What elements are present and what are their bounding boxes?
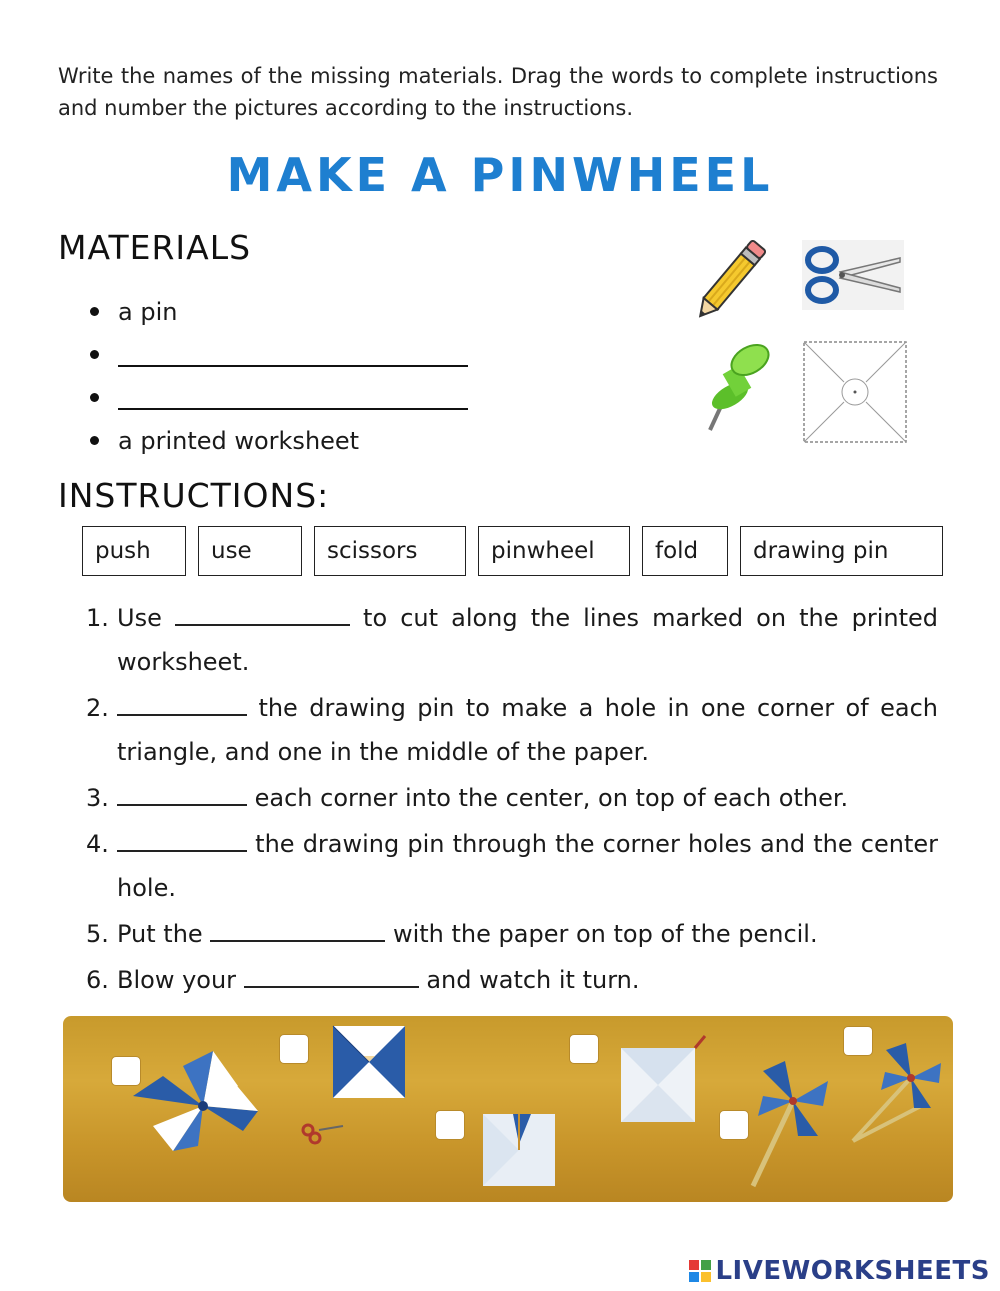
picture-number-box[interactable] (111, 1056, 141, 1086)
bullet-icon (90, 393, 99, 402)
step-blank-1[interactable] (175, 600, 350, 626)
materials-heading: MATERIALS (58, 228, 252, 267)
word-chip-scissors[interactable]: scissors (314, 526, 466, 576)
materials-list (90, 290, 468, 462)
instruction-steps (86, 596, 938, 1002)
step-blank-2[interactable] (117, 690, 247, 716)
material-answer-field[interactable] (118, 343, 468, 367)
word-chip-fold[interactable]: fold (642, 526, 728, 576)
picture-number-box[interactable] (435, 1110, 465, 1140)
step-text-before: Put the (117, 920, 203, 948)
step-text-after: to cut along the lines marked on the printed worksheet. (117, 604, 938, 676)
word-chip-use[interactable]: use (198, 526, 302, 576)
picture-number-box[interactable] (719, 1110, 749, 1140)
bullet-icon (90, 350, 99, 359)
step-3 (86, 776, 938, 820)
step-5 (86, 912, 938, 956)
step-2 (86, 686, 938, 774)
folded-square-picture-icon (483, 1114, 555, 1186)
page-title: MAKE A PINWHEEL (226, 148, 774, 202)
word-bank (82, 526, 943, 576)
pictures-strip (63, 1016, 953, 1202)
instructions-heading: INSTRUCTIONS: (58, 476, 330, 515)
step-number: 3. (86, 784, 109, 812)
cut-square-picture-icon (303, 1026, 405, 1143)
step-6 (86, 958, 938, 1002)
step-1 (86, 596, 938, 684)
brand-logo-icon (689, 1260, 711, 1282)
word-chip-push[interactable]: push (82, 526, 186, 576)
scissors-icon (802, 240, 904, 310)
pinwheel-picture-icon (133, 1051, 258, 1151)
pictures-illustration (63, 1016, 953, 1202)
drawing-pin-icon (700, 338, 774, 432)
picture-number-box[interactable] (843, 1026, 873, 1056)
step-number: 1. (86, 604, 109, 632)
step-text-after: with the paper on top of the pencil. (392, 920, 818, 948)
word-chip-drawing-pin[interactable]: drawing pin (740, 526, 943, 576)
bullet-icon (90, 436, 99, 445)
pinned-square-picture-icon (621, 1036, 705, 1122)
word-chip-pinwheel[interactable]: pinwheel (478, 526, 630, 576)
picture-number-box[interactable] (279, 1034, 309, 1064)
pinwheel-on-stick-picture-icon (753, 1043, 941, 1186)
step-blank-5[interactable] (210, 916, 385, 942)
list-item (90, 419, 468, 462)
step-text-after: each corner into the center, on top of each other. (254, 784, 849, 812)
picture-number-box[interactable] (569, 1034, 599, 1064)
pencil-icon (688, 234, 778, 320)
step-number: 4. (86, 830, 109, 858)
list-item (90, 290, 468, 333)
step-blank-4[interactable] (117, 826, 247, 852)
step-4 (86, 822, 938, 910)
step-number: 5. (86, 920, 109, 948)
list-item[interactable] (90, 333, 468, 376)
list-item[interactable] (90, 376, 468, 419)
material-text: a pin (118, 297, 178, 326)
step-text-after: the drawing pin through the corner holes and the center hole. (117, 830, 938, 902)
step-number: 2. (86, 694, 109, 722)
material-text: a printed worksheet (118, 426, 360, 455)
step-text-before: Use (117, 604, 162, 632)
step-text-before: Blow your (117, 966, 237, 994)
pinwheel-template-icon (802, 340, 908, 444)
step-number: 6. (86, 966, 109, 994)
step-text-after: the drawing pin to make a hole in one corner of each triangle, and one in the middle of the paper. (117, 694, 938, 766)
brand-name: LIVEWORKSHEETS (715, 1256, 990, 1286)
material-answer-field[interactable] (118, 386, 468, 410)
bullet-icon (90, 307, 99, 316)
brand-logo (689, 1256, 990, 1286)
step-blank-6[interactable] (244, 962, 419, 988)
intro-text: Write the names of the missing materials. Drag the words to complete instructions and number the pictures according to the instructions. (58, 64, 938, 120)
step-blank-3[interactable] (117, 780, 247, 806)
step-text-after: and watch it turn. (426, 966, 640, 994)
